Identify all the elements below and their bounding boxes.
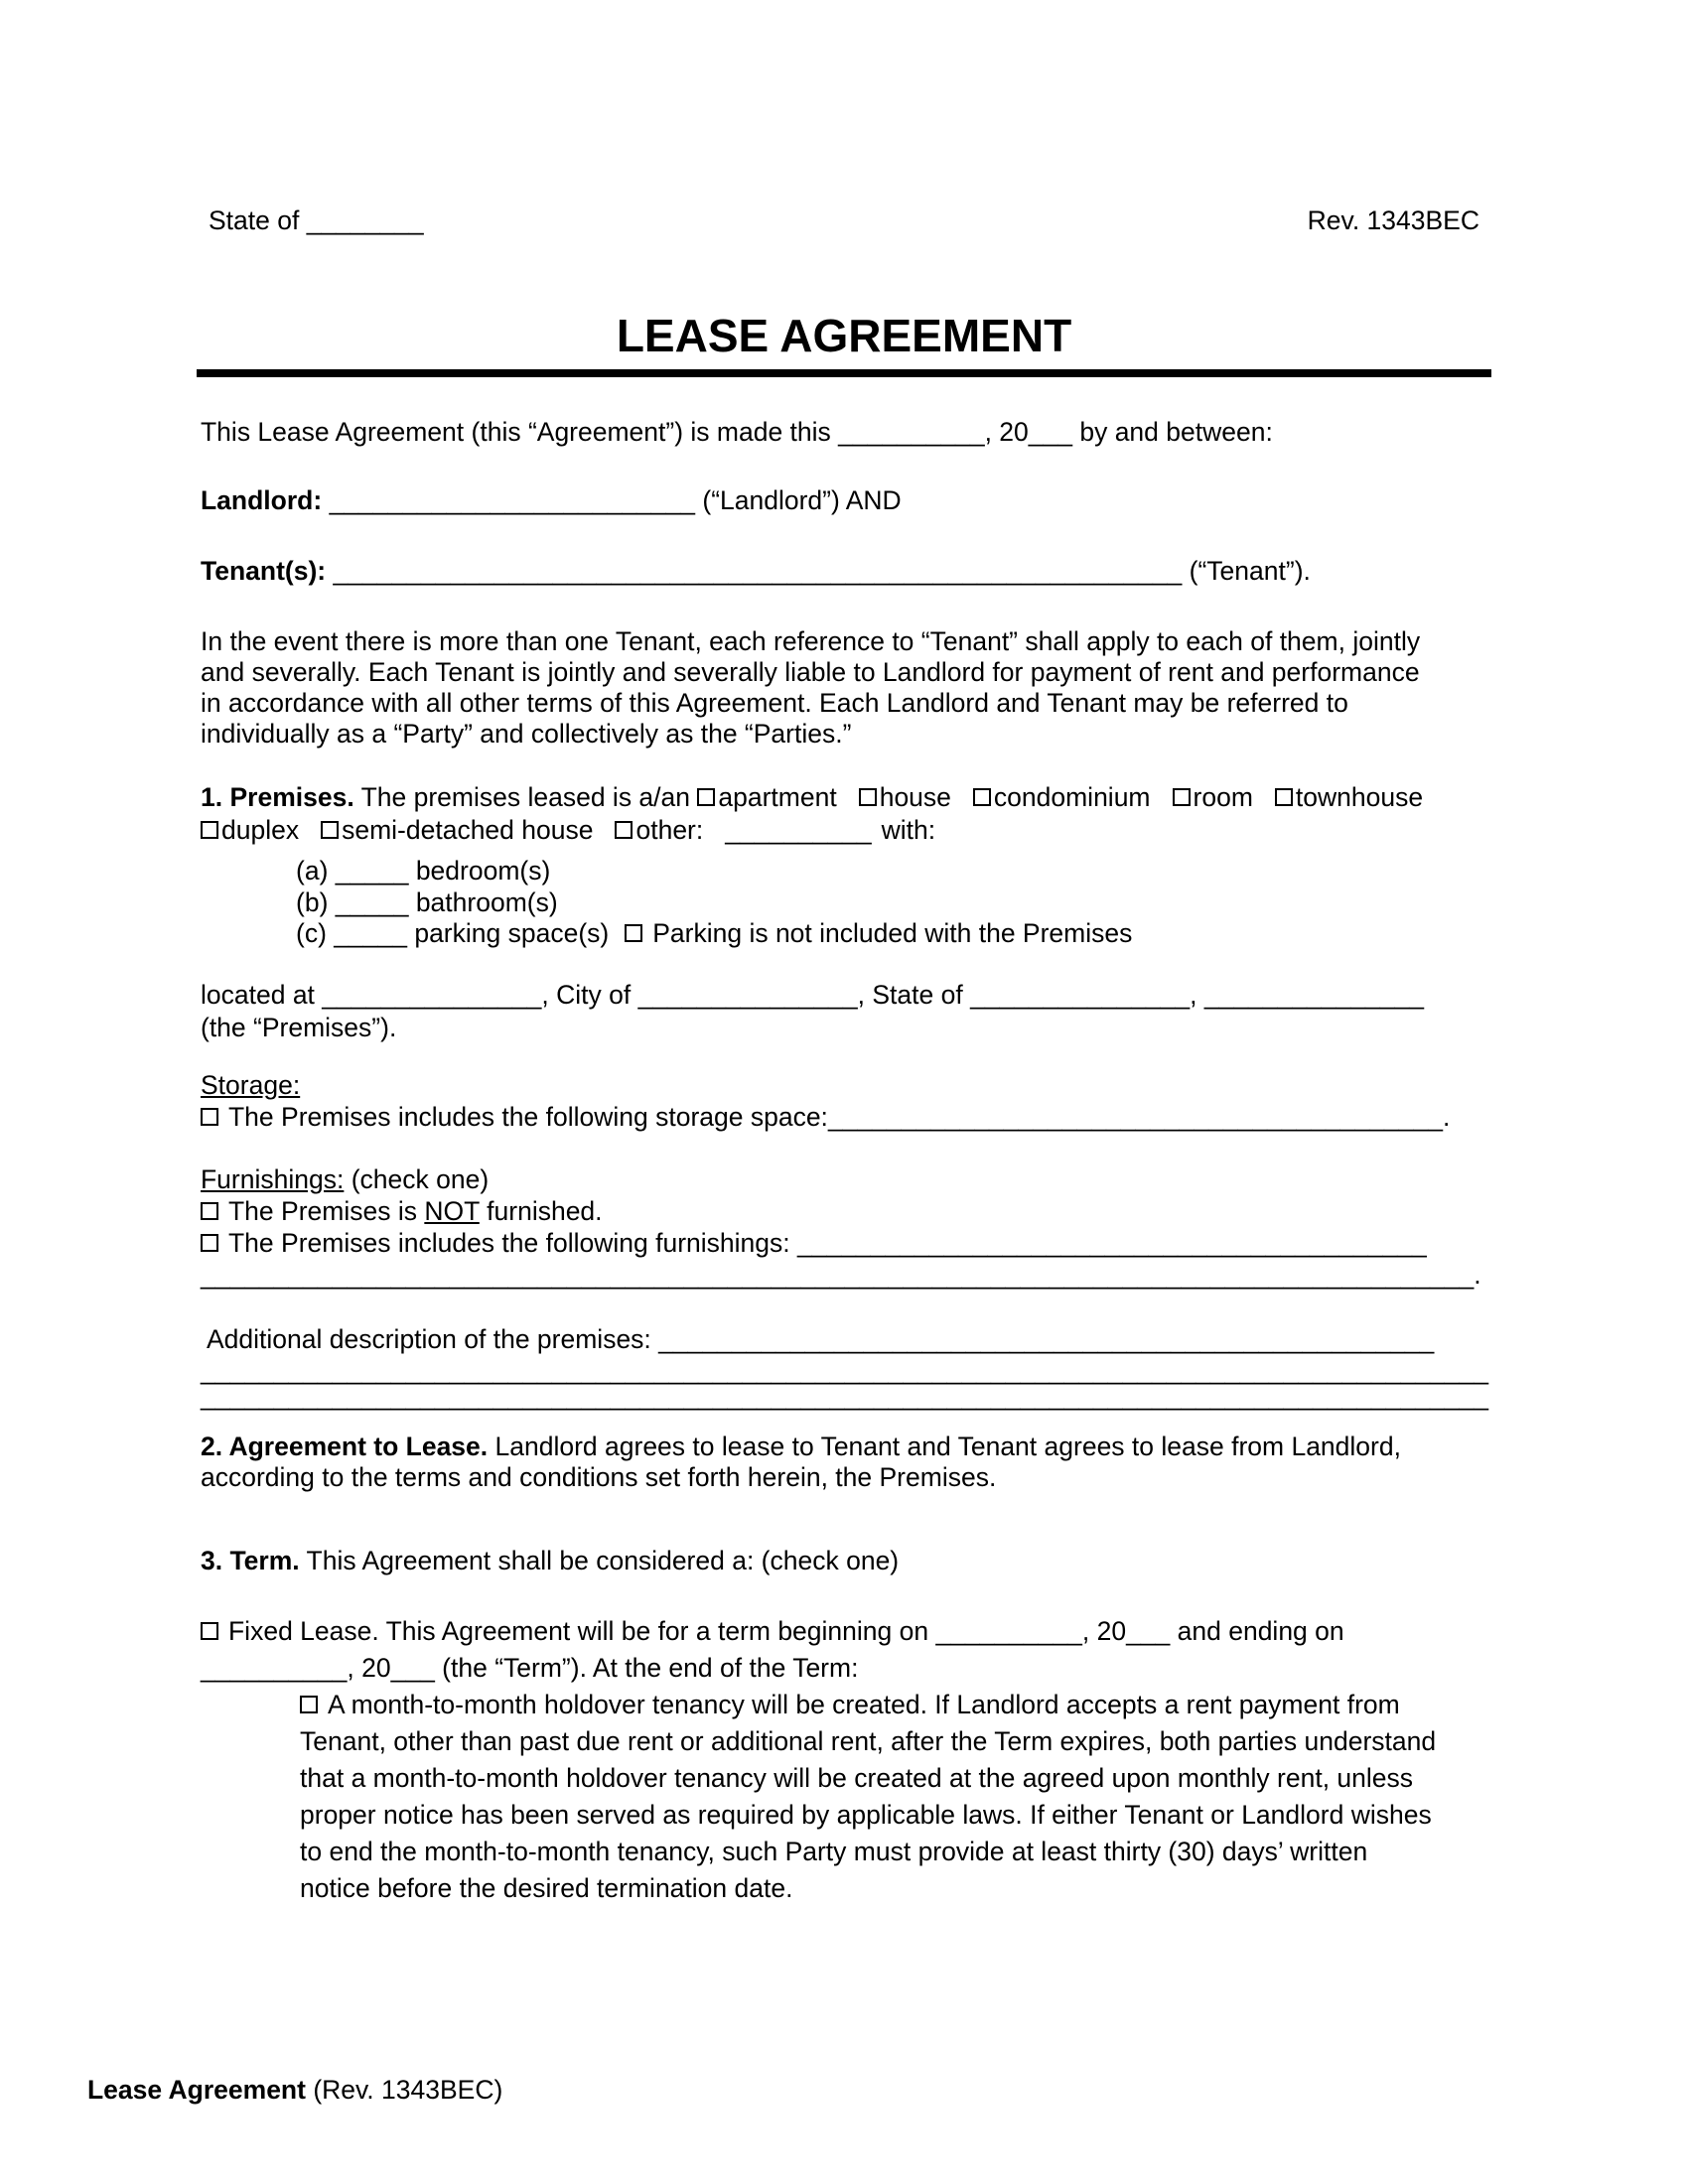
- holdover-line: that a month-to-month holdover tenancy will be created at the agreed upon monthly rent, unless: [300, 1763, 1414, 1793]
- agreement-line2: according to the terms and conditions set forth herein, the Premises.: [201, 1462, 997, 1492]
- joint-clause-line: individually as a “Party” and collectively as the “Parties.”: [201, 719, 852, 749]
- state-blank-field: ________: [306, 205, 424, 235]
- item-index: (b): [296, 887, 336, 917]
- header-state-line: [209, 205, 424, 236]
- additional-blank-line: ________________________________________________________________________________________: [201, 1381, 1488, 1411]
- checkbox-icon: [321, 821, 339, 839]
- checkbox-icon: [201, 821, 218, 839]
- city-of-label: , City of: [541, 980, 638, 1010]
- by-and-between-text: by and between:: [1071, 417, 1273, 447]
- furnishings-included-label: The Premises includes the following furnishings:: [228, 1228, 797, 1258]
- fixed-lease-block: [201, 1613, 1344, 1687]
- checkbox-option-condominium: [973, 782, 1151, 812]
- section-agreement-to-lease: [201, 1432, 1401, 1493]
- checkbox-icon: [859, 788, 877, 806]
- storage-section: [201, 1069, 1450, 1133]
- premises-heading: 1. Premises.: [201, 782, 354, 812]
- city-blank-field: _______________: [637, 980, 858, 1010]
- holdover-line: [300, 1687, 1436, 1723]
- furnishings-heading: Furnishings:: [201, 1164, 345, 1194]
- located-at-line: [201, 979, 1424, 1012]
- term-lead-text: This Agreement shall be considered a: (check one): [299, 1546, 900, 1575]
- bedrooms-item: [296, 856, 1132, 887]
- joint-clause-paragraph: [201, 626, 1420, 750]
- parking-blank-field: _____: [334, 918, 407, 948]
- footer-revision: (Rev. 1343BEC): [305, 2075, 503, 2105]
- tenant-suffix: (“Tenant”).: [1182, 556, 1311, 586]
- item-label: parking space(s): [406, 918, 610, 948]
- checkbox-icon: [201, 1108, 218, 1126]
- furnished-text: furnished.: [479, 1196, 603, 1226]
- state-blank-field: _______________: [970, 980, 1191, 1010]
- joint-clause-line: and severally. Each Tenant is jointly and severally liable to Landlord for payment of rent and performance: [201, 657, 1420, 687]
- tenant-label: Tenant(s):: [201, 556, 327, 586]
- premises-detail-list: [296, 856, 1132, 950]
- not-word: NOT: [424, 1196, 480, 1226]
- state-of-label: State of: [209, 205, 307, 235]
- checkbox-icon: [1173, 788, 1191, 806]
- tenant-blank-field: __________________________________________________________: [333, 556, 1183, 586]
- zip-blank-field: _______________: [1203, 980, 1424, 1010]
- furnishings-blank-field: ___________________________________________: [796, 1228, 1427, 1258]
- not-furnished-text: The Premises is: [228, 1196, 425, 1226]
- furnishings-continuation-line: [201, 1259, 1481, 1291]
- agreement-line1: [201, 1432, 1401, 1462]
- year-blank-field: ___: [1028, 417, 1072, 447]
- furnishings-section: [201, 1163, 1481, 1291]
- state-of-label: , State of: [857, 980, 971, 1010]
- additional-blank-line: ________________________________________________________________________________________: [201, 1355, 1488, 1385]
- checkbox-option-apartment: [697, 782, 836, 812]
- storage-blank-field: __________________________________________: [827, 1102, 1443, 1132]
- page-footer: [87, 2075, 502, 2106]
- item-index: (c): [296, 918, 335, 948]
- holdover-line: proper notice has been served as required by applicable laws. If either Tenant or Landlord wishes: [300, 1800, 1432, 1830]
- furnishings-blank-field-2: _______________________________________________________________________________________: [201, 1260, 1475, 1290]
- checkbox-option-label: semi-detached house: [342, 815, 594, 845]
- section-premises: [201, 781, 1423, 847]
- item-label: bedroom(s): [408, 856, 551, 886]
- checkbox-icon: [201, 1622, 218, 1640]
- checkbox-option-room: [1173, 782, 1253, 812]
- year-prefix: , 20: [984, 417, 1029, 447]
- agreement-heading: 2. Agreement to Lease.: [201, 1432, 489, 1461]
- premises-type-line1: [201, 781, 1423, 814]
- holdover-line: to end the month-to-month tenancy, such Party must provide at least thirty (30) days’ written: [300, 1837, 1368, 1866]
- located-at-label: located at: [201, 980, 323, 1010]
- furnishings-heading-line: [201, 1163, 1481, 1195]
- section-term-heading-line: [201, 1546, 899, 1576]
- holdover-line: Tenant, other than past due rent or additional rent, after the Term expires, both parties understand: [300, 1726, 1437, 1756]
- premises-type-line2: [201, 814, 1423, 847]
- tenant-line: [201, 556, 1311, 587]
- title-divider-rule: [197, 369, 1491, 377]
- checkbox-icon: [615, 821, 633, 839]
- storage-heading: Storage:: [201, 1070, 301, 1100]
- checkbox-icon: [625, 924, 642, 942]
- term-end-blank-field: __________: [201, 1653, 348, 1683]
- landlord-suffix: (“Landlord”) AND: [695, 485, 902, 515]
- checkbox-option-label: condominium: [993, 782, 1151, 812]
- period: .: [1442, 1102, 1451, 1132]
- fixed-lease-text: Fixed Lease. This Agreement will be for a term beginning on: [228, 1616, 936, 1646]
- landlord-blank-field: _________________________: [329, 485, 696, 515]
- landlord-label: Landlord:: [201, 485, 323, 515]
- checkbox-icon: [1275, 788, 1293, 806]
- checkbox-option-label: house: [879, 782, 951, 812]
- revision-number: Rev. 1343BEC: [1307, 205, 1479, 235]
- parking-not-included-label: Parking is not included with the Premises: [652, 918, 1133, 948]
- joint-clause-line: In the event there is more than one Tenant, each reference to “Tenant” shall apply to each of them, jointly: [201, 626, 1421, 656]
- term-heading: 3. Term.: [201, 1546, 300, 1575]
- additional-description-line: [207, 1324, 1434, 1354]
- other-blank-field: __________: [725, 815, 872, 845]
- term-start-blank-field: __________: [935, 1616, 1082, 1646]
- address-blank-field: _______________: [322, 980, 542, 1010]
- landlord-line: [201, 485, 902, 516]
- bedrooms-blank-field: _____: [335, 856, 409, 886]
- comma-separator: ,: [1190, 980, 1204, 1010]
- checkbox-option-label: townhouse: [1295, 782, 1424, 812]
- end-of-term-text: (the “Term”). At the end of the Term:: [434, 1653, 859, 1683]
- checkbox-option-label: other:: [635, 815, 704, 845]
- year-blank-field: ___: [390, 1653, 435, 1683]
- item-label: bathroom(s): [408, 887, 558, 917]
- bathrooms-item: [296, 887, 1132, 919]
- holdover-tenancy-block: [300, 1687, 1436, 1907]
- bathrooms-blank-field: _____: [335, 887, 409, 917]
- date-blank-field: __________: [838, 417, 985, 447]
- storage-option-label: The Premises includes the following storage space:: [228, 1102, 828, 1132]
- checkbox-option-house: [859, 782, 951, 812]
- checkbox-icon: [973, 788, 991, 806]
- checkbox-option-label: apartment: [718, 782, 837, 812]
- holdover-text: A month-to-month holdover tenancy will be created. If Landlord accepts a rent payment from: [328, 1690, 1400, 1719]
- checkbox-icon: [300, 1696, 318, 1713]
- period: .: [1474, 1260, 1481, 1290]
- year-prefix: , 20: [1081, 1616, 1127, 1646]
- parking-item: [296, 918, 1132, 950]
- made-this-line: [201, 417, 1273, 448]
- checkbox-option-label: duplex: [221, 815, 300, 845]
- fixed-lease-line2: [201, 1650, 1344, 1687]
- checkbox-icon: [201, 1234, 218, 1252]
- checkbox-option-townhouse: [1275, 782, 1423, 812]
- checkbox-option-other: [615, 815, 703, 845]
- check-one-note: (check one): [344, 1164, 490, 1194]
- page-title: LEASE AGREEMENT: [616, 310, 1072, 361]
- checkbox-option-duplex: [201, 815, 299, 845]
- item-index: (a): [296, 856, 336, 886]
- not-furnished-option-line: [201, 1195, 1481, 1227]
- storage-heading-line: [201, 1069, 1450, 1101]
- premises-defined-label: (the “Premises”).: [201, 1013, 397, 1042]
- year-blank-field: ___: [1126, 1616, 1171, 1646]
- storage-option-line: [201, 1101, 1450, 1133]
- checkbox-icon: [697, 788, 715, 806]
- premises-lead-text: The premises leased is a/an: [353, 782, 698, 812]
- joint-clause-line: in accordance with all other terms of this Agreement. Each Landlord and Tenant may be referred to: [201, 688, 1348, 718]
- agreement-text: Landlord agrees to lease to Tenant and Tenant agrees to lease from Landlord,: [488, 1432, 1401, 1461]
- additional-description-label: Additional description of the premises:: [207, 1324, 659, 1354]
- checkbox-option-semi-detached: [321, 815, 593, 845]
- holdover-line: notice before the desired termination date.: [300, 1873, 793, 1903]
- furnishings-included-option-line: [201, 1227, 1481, 1259]
- ending-on-text: and ending on: [1170, 1616, 1344, 1646]
- made-this-text: This Lease Agreement (this “Agreement”) is made this: [201, 417, 839, 447]
- year-prefix: , 20: [347, 1653, 391, 1683]
- footer-title: Lease Agreement: [87, 2075, 306, 2105]
- located-at-paragraph: [201, 979, 1424, 1044]
- checkbox-icon: [201, 1202, 218, 1220]
- fixed-lease-line1: [201, 1613, 1344, 1650]
- additional-blank-field: _____________________________________________________: [658, 1324, 1435, 1354]
- with-label: with:: [881, 815, 936, 845]
- checkbox-option-label: room: [1193, 782, 1253, 812]
